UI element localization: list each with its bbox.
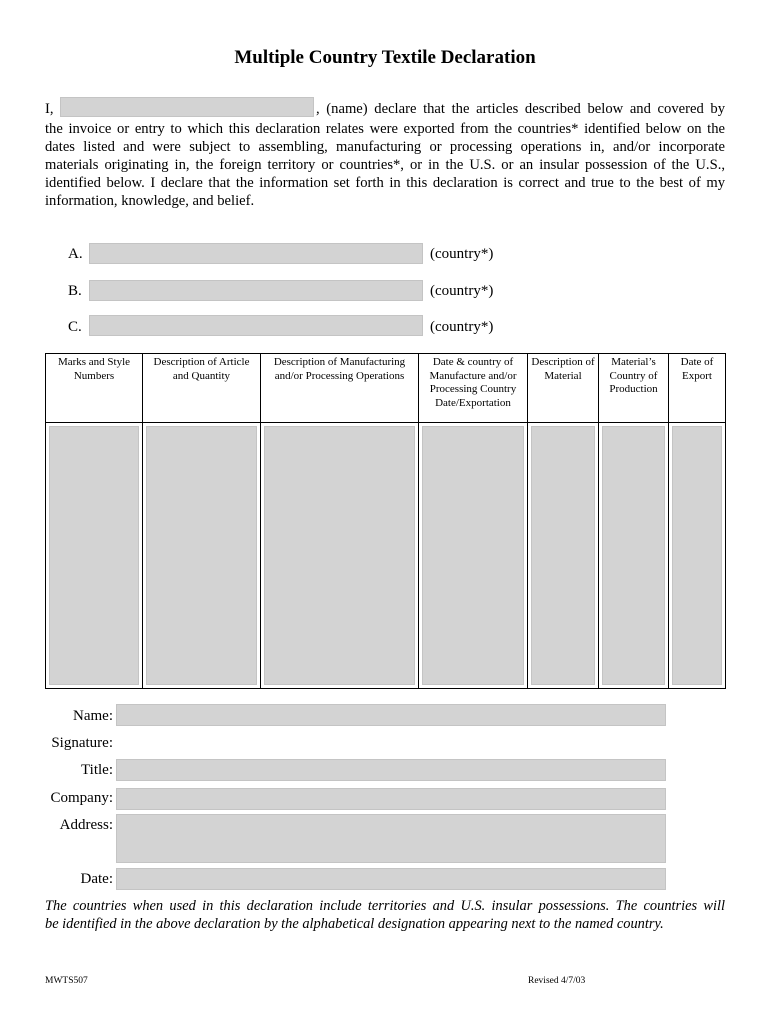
declaration-line: materials originating in, the foreign territory or countries*, or in the U.S. or an insular possession of the U.S.,	[45, 157, 725, 173]
header-article-quantity: Description of Article and Quantity	[143, 354, 261, 423]
header-manufacturing-operations: Description of Manufacturing and/or Processing Operations	[261, 354, 419, 423]
header-date-country-manufacture: Date & country of Manufacture and/or Processing Country Date/Exportation	[419, 354, 528, 423]
country-a-suffix: (country*)	[430, 246, 494, 262]
marks-style-field[interactable]	[49, 426, 139, 685]
name-field[interactable]	[116, 704, 666, 726]
company-field[interactable]	[116, 788, 666, 810]
header-marks-style: Marks and Style Numbers	[46, 354, 143, 423]
footnote-line: be identified in the above declaration by the alphabetical designation appearing next to the named country.	[45, 916, 664, 932]
table-header-row	[46, 354, 726, 423]
country-b-letter: B.	[68, 283, 82, 299]
country-b-field[interactable]	[89, 280, 423, 301]
manufacturing-operations-field[interactable]	[264, 426, 415, 685]
date-label: Date:	[80, 871, 113, 887]
name-label: Name:	[73, 708, 113, 724]
signature-label: Signature:	[51, 735, 113, 751]
declarant-name-field[interactable]	[60, 97, 314, 117]
country-b-suffix: (country*)	[430, 283, 494, 299]
address-label: Address:	[59, 817, 113, 833]
material-description-field[interactable]	[531, 426, 595, 685]
declaration-line: the invoice or entry to which this declaration relates were exported from the countries* identified below on the	[45, 121, 725, 137]
title-label: Title:	[81, 762, 113, 778]
date-field[interactable]	[116, 868, 666, 890]
footnote-line: The countries when used in this declaration include territories and U.S. insular possessions. The countries will	[45, 898, 725, 914]
date-country-manufacture-field[interactable]	[422, 426, 524, 685]
date-export-field[interactable]	[672, 426, 722, 685]
material-country-field[interactable]	[602, 426, 665, 685]
header-date-export: Date of Export	[669, 354, 726, 423]
country-c-letter: C.	[68, 319, 82, 335]
declaration-first-line: , (name) declare that the articles described below and covered by	[316, 101, 725, 117]
form-id: MWTS507	[45, 976, 88, 986]
country-a-letter: A.	[68, 246, 83, 262]
company-label: Company:	[50, 790, 113, 806]
declaration-prefix: I,	[45, 101, 54, 117]
items-table	[45, 353, 726, 689]
declaration-line: identified below. I declare that the information set forth in this declaration is correct and true to the best of my	[45, 175, 725, 191]
address-field[interactable]	[116, 814, 666, 863]
page-title: Multiple Country Textile Declaration	[234, 47, 536, 68]
table-row	[46, 423, 726, 689]
country-c-suffix: (country*)	[430, 319, 494, 335]
country-a-field[interactable]	[89, 243, 423, 264]
title-field[interactable]	[116, 759, 666, 781]
declaration-line: dates listed and were subject to assembling, manufacturing or processing operations in, and/or incorporate	[45, 139, 725, 155]
header-material-description: Description of Material	[528, 354, 599, 423]
declaration-line: information, knowledge, and belief.	[45, 193, 255, 209]
header-material-country: Material’s Country of Production	[599, 354, 669, 423]
revision-date: Revised 4/7/03	[528, 976, 586, 986]
article-quantity-field[interactable]	[146, 426, 257, 685]
country-c-field[interactable]	[89, 315, 423, 336]
